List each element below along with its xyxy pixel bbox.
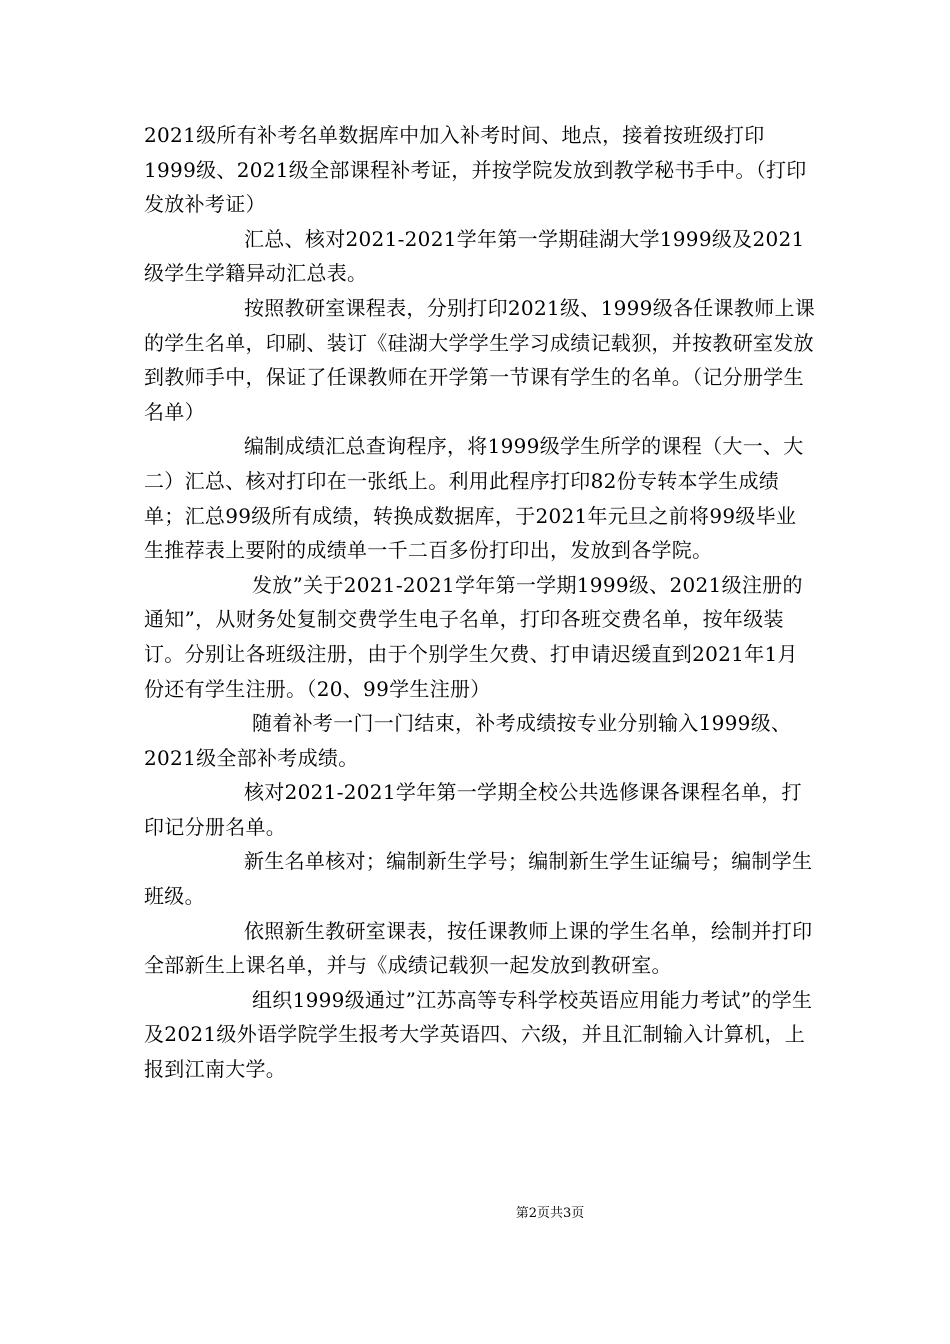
paragraph-new-students: 新生名单核对；编制新生学号；编制新生学生证编号；编制学生班级。	[144, 849, 813, 909]
paragraph-continuation: 2021级所有补考名单数据库中加入补考时间、地点，接着按班级打印1999级、2021级全部课程补考证，并按学院发放到教学秘书手中。（打印发放补考证）	[144, 123, 807, 217]
paragraph-registration: 发放”关于2021-2021学年第一学期1999级、2021级注册的通知”，从财务处复制交费学生电子名单，打印各班交费名单，按年级装订。分别让各班级注册，由于个别学生欠费、打申请迟缓直到2021年1月份还有学生注册。（20、99学生注册）	[144, 572, 803, 701]
document-body	[144, 118, 816, 1087]
paragraph-status-summary: 汇总、核对2021-2021学年第一学期硅湖大学1999级及2021级学生学籍异动汇总表。	[144, 226, 805, 286]
paragraph-elective-lists: 核对2021-2021学年第一学期全校公共选修课各课程名单，打印记分册名单。	[144, 780, 802, 839]
paragraph-makeup-grades: 随着补考一门一门结束，补考成绩按专业分别输入1999级、2021级全部补考成绩。	[144, 711, 792, 770]
page-footer	[0, 1206, 950, 1222]
paragraph-new-student-lists: 依照新生教研室课表，按任课教师上课的学生名单，绘制并打印全部新生上课名单，并与《成绩记载狈一起发放到教研室。	[144, 918, 813, 978]
paragraph-english-exam: 组织1999级通过”江苏高等专科学校英语应用能力考试”的学生及2021级外语学院学生报考大学英语四、六级，并且汇制输入计算机，上报到江南大学。	[144, 987, 813, 1082]
paragraph-grade-program: 编制成绩汇总查询程序，将1999级学生所学的课程（大一、大二）汇总、核对打印在一张纸上。利用此程序打印82份专转本学生成绩单；汇总99级所有成绩，转换成数据库，于2021年元旦之前将99级毕业生推荐表上要附的成绩单一千二百多份打印出，发放到各学院。	[144, 434, 804, 563]
page-number-label: 第2页共3页	[515, 1206, 585, 1221]
paragraph-course-lists: 按照教研室课程表，分别打印2021级、1999级各任课教师上课的学生名单，印刷、装订《硅湖大学学生学习成绩记载狈，并按教研室发放到教师手中，保证了任课教师在开学第一节课有学生的名单。（记分册学生名单）	[144, 295, 816, 424]
